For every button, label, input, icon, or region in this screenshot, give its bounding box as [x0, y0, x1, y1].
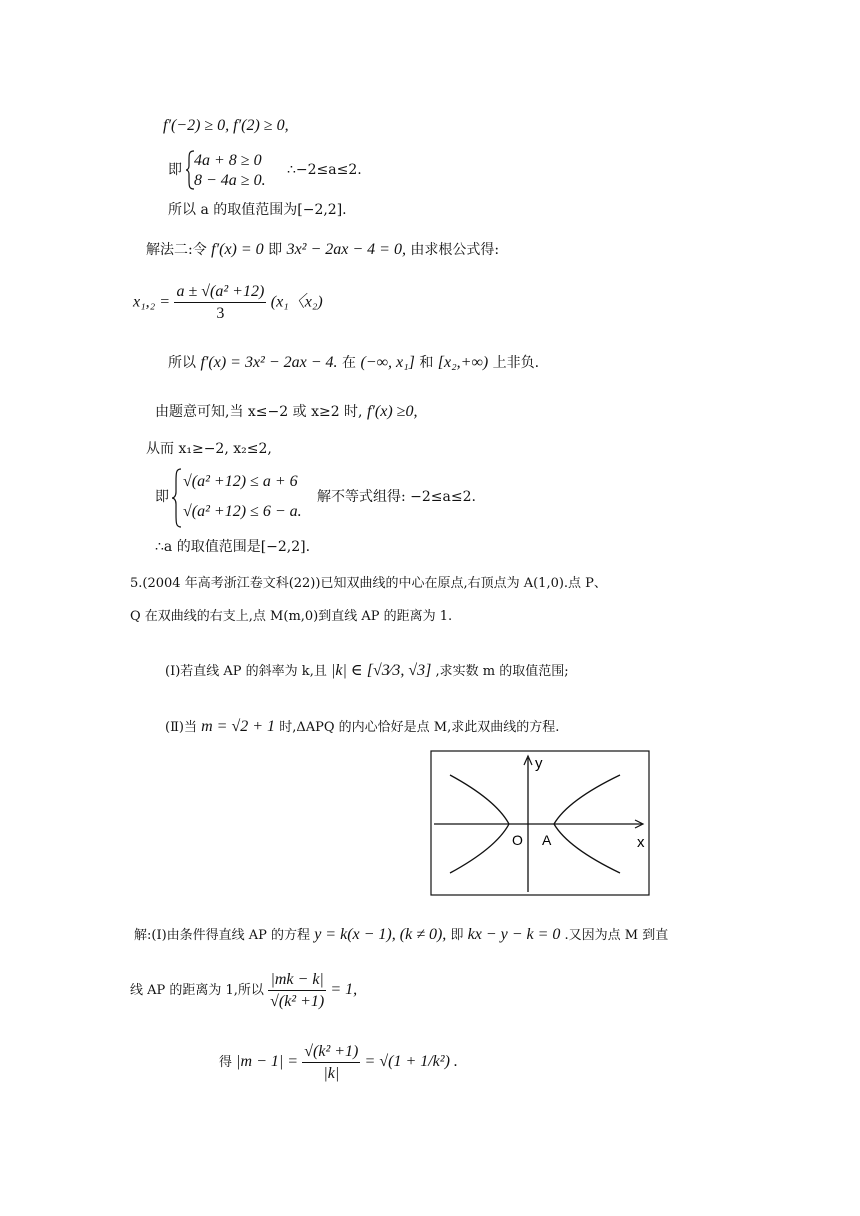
solution-continue: .又因为点 M 到直 [564, 928, 669, 943]
zai-label: 在 [342, 355, 356, 371]
figure-frame [431, 751, 649, 895]
de-label: 得 [219, 1055, 233, 1071]
interval-right: [x₂,+∞) [437, 354, 489, 371]
roots-denominator: 3 [174, 302, 266, 323]
m-minus-one: |m − 1| = [236, 1053, 299, 1071]
part-one-question [165, 661, 569, 680]
distance-numerator: |mk − k| [270, 971, 324, 988]
part-one-ask: ,求实数 m 的取值范围; [435, 664, 569, 679]
ji-label: 即 [268, 242, 283, 258]
derivative-zero: f′(x) = 0 [211, 241, 264, 258]
distance-fraction [268, 970, 326, 1011]
part-two-ask: 时,ΔAPQ 的内心恰好是点 M,求此双曲线的方程. [279, 720, 560, 735]
result-simplified: = √(1 + 1/k²) . [364, 1053, 458, 1071]
derivative-nonneg: f′(x) ≥0, [366, 403, 418, 420]
ji-label-1: 即 [168, 162, 182, 178]
line-derivative-conditions: f′(−2) ≥ 0, f′(2) ≥ 0, [163, 117, 289, 134]
distance-text: 线 AP 的距离为 1,所以 [130, 983, 264, 999]
vertex-label: A [542, 832, 552, 848]
y-axis-label: y [535, 755, 543, 772]
range-statement-2: ∴a 的取值范围是[−2,2]. [155, 539, 311, 555]
slope-range: |k| ∈ [√3⁄3, √3] [330, 662, 432, 679]
condition-statement [155, 402, 417, 421]
problem5-line2: Q 在双曲线的右支上,点 M(m,0)到直线 AP 的距离为 1. [130, 609, 453, 624]
line-equation: y = k(x − 1), (k ≠ 0), [314, 926, 447, 943]
roots-condition: (x₁〈x₂) [270, 293, 323, 311]
system2-result: 解不等式组得: −2≤a≤2. [317, 489, 476, 505]
root-bounds: 从而 x₁≥−2, x₂≤2, [146, 441, 272, 457]
roots-lhs: x₁,₂ = [133, 293, 171, 311]
method-two-label: 解法二:令 [146, 242, 207, 258]
m-value: m = √2 + 1 [201, 718, 276, 735]
part-one-text: (Ⅰ)若直线 AP 的斜率为 k,且 [165, 664, 327, 679]
problem5-line1: 5.(2004 年高考浙江卷文科(22))已知双曲线的中心在原点,右顶点为 A(1,0).点 P、 [130, 576, 607, 591]
result-denominator: |k| [302, 1062, 360, 1083]
condition-text: 由题意可知,当 x≤−2 或 x≥2 时, [155, 404, 363, 420]
system1-result: ∴−2≤a≤2. [287, 162, 362, 178]
root-formula [133, 282, 323, 323]
roots-fraction [174, 282, 266, 323]
solution-line2 [130, 970, 357, 1011]
derivative-expression: f′(x) = 3x² − 2ax − 4. [200, 354, 338, 371]
ji-label-3: 即 [450, 928, 464, 943]
origin-label: O [512, 832, 523, 848]
part-two-text: (Ⅱ)当 [165, 720, 197, 735]
result-fraction [302, 1042, 360, 1083]
system2-line1: √(a² +12) ≤ a + 6 [183, 473, 298, 490]
x-axis-label: x [637, 834, 645, 851]
root-formula-text: 由求根公式得: [410, 242, 500, 258]
he-label: 和 [419, 355, 434, 371]
hyperbola-figure [430, 750, 650, 896]
system1-line2: 8 − 4a ≥ 0. [194, 172, 266, 189]
solution-line1 [134, 925, 668, 944]
system2-line2: √(a² +12) ≤ 6 − a. [183, 503, 302, 520]
solution-intro: 解:(Ⅰ)由条件得直线 AP 的方程 [134, 928, 311, 943]
line-general-form: kx − y − k = 0 [467, 926, 561, 943]
system1-line1: 4a + 8 ≥ 0 [194, 152, 262, 169]
nonnegative-label: 上非负. [492, 355, 540, 371]
range-statement-1: 所以 a 的取值范围为[−2,2]. [168, 202, 347, 218]
method-two-line [146, 240, 499, 259]
suoyi-label: 所以 [168, 355, 196, 371]
part-two-question [165, 717, 559, 736]
result-numerator: √(k² +1) [304, 1043, 359, 1060]
distance-denominator: √(k² +1) [268, 990, 326, 1011]
ji-label-2: 即 [155, 489, 169, 505]
interval-left: (−∞, x₁] [360, 354, 415, 371]
sign-statement [168, 353, 539, 372]
quadratic-equation: 3x² − 2ax − 4 = 0, [286, 241, 406, 258]
left-brace-2 [171, 468, 182, 528]
distance-equals-one: = 1, [330, 981, 358, 999]
roots-numerator: a ± √(a² +12) [176, 283, 265, 300]
solution-line3 [219, 1042, 458, 1083]
